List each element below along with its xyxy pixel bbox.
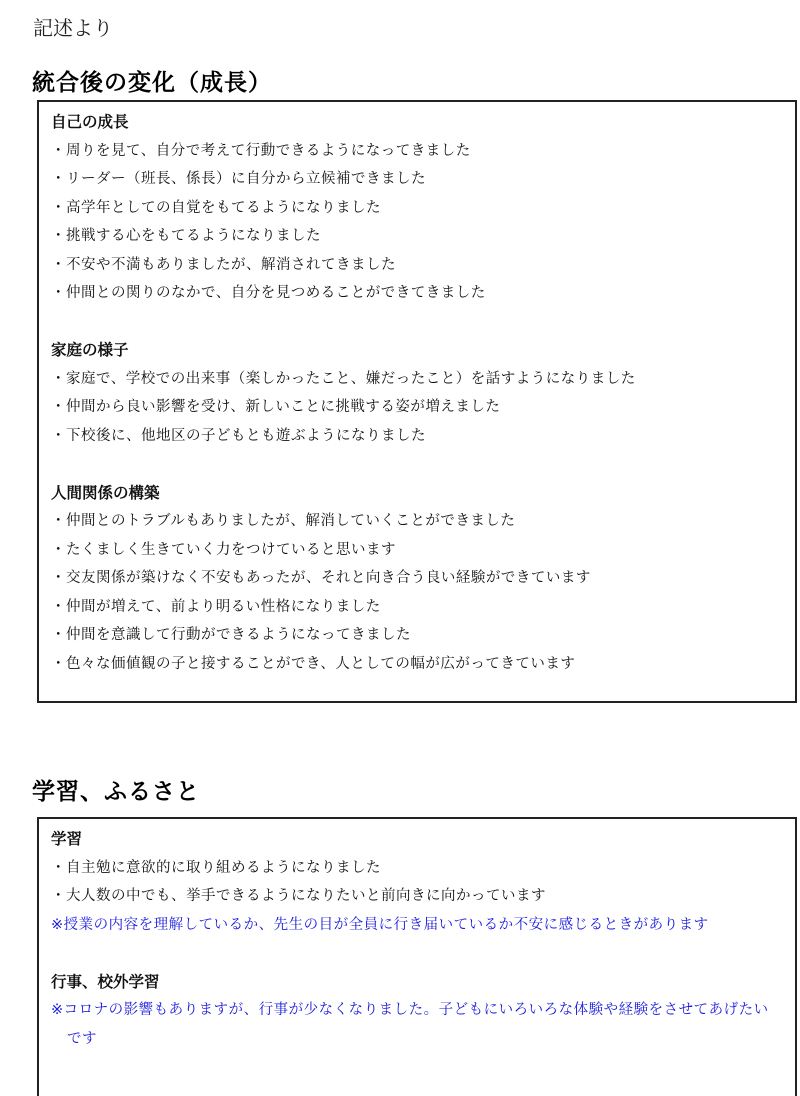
list-item: ・高学年としての自覚をもてるようになりました	[51, 199, 381, 216]
spacer	[51, 308, 783, 337]
list-item: ・たくましく生きていく力をつけていると思います	[51, 541, 396, 558]
list-item: ・下校後に、他地区の子どもとも遊ぶようになりました	[51, 427, 426, 444]
list-item: ・自主勉に意欲的に取り組めるようになりました	[51, 859, 381, 876]
study-note: ※授業の内容を理解しているか、先生の目が全員に行き届いているか不安に感じるときがあります	[51, 916, 709, 933]
events-note: ※コロナの影響もありますが、行事が少なくなりました。子どもにいろいろな体験や経験をさせてあげたいです	[51, 1002, 769, 1047]
self-growth-list	[51, 137, 783, 308]
relationships-list	[51, 507, 783, 678]
spacer	[51, 450, 783, 479]
section1-box	[37, 100, 797, 703]
list-item: ・挑戦する心をもてるようになりました	[51, 228, 321, 244]
list-item: ・仲間との関りのなかで、自分を見つめることができてきました	[51, 285, 486, 301]
list-item: ・仲間が増えて、前より明るい性格になりました	[51, 598, 381, 615]
list-item: ・仲間を意識して行動ができるようになってきました	[51, 627, 411, 643]
list-item: ・リーダー（班長、係長）に自分から立候補できました	[51, 171, 426, 187]
list-item: ・周りを見て、自分で考えて行動できるようになってきました	[51, 142, 471, 159]
section2-heading: 学習、ふるさと	[32, 779, 200, 805]
list-item: ・家庭で、学校での出来事（楽しかったこと、嫌だったこと）を話すようになりました	[51, 370, 636, 387]
caption: 記述より	[33, 16, 113, 40]
group-title-self-growth: 自己の成長	[51, 113, 129, 131]
spacer	[51, 939, 783, 968]
group-title-relationships: 人間関係の構築	[51, 483, 160, 502]
list-item: ・仲間とのトラブルもありましたが、解消していくことができました	[51, 513, 516, 529]
section1-heading: 統合後の変化（成長）	[32, 70, 272, 96]
study-list	[51, 854, 783, 911]
list-item: ・大人数の中でも、挙手できるようになりたいと前向きに向かっています	[51, 888, 546, 904]
list-item: ・仲間から良い影響を受け、新しいことに挑戦する姿が増えました	[51, 399, 501, 415]
section2-box	[37, 817, 797, 1096]
group-title-events: 行事、校外学習	[51, 972, 160, 991]
group-title-study: 学習	[51, 830, 83, 848]
group-title-home: 家庭の様子	[51, 341, 129, 359]
list-item: ・不安や不満もありましたが、解消されてきました	[51, 256, 396, 273]
list-item: ・交友関係が築けなく不安もあったが、それと向き合う良い経験ができています	[51, 570, 591, 586]
home-list	[51, 365, 783, 451]
list-item: ・色々な価値観の子と接することができ、人としての幅が広がってきています	[51, 655, 576, 672]
